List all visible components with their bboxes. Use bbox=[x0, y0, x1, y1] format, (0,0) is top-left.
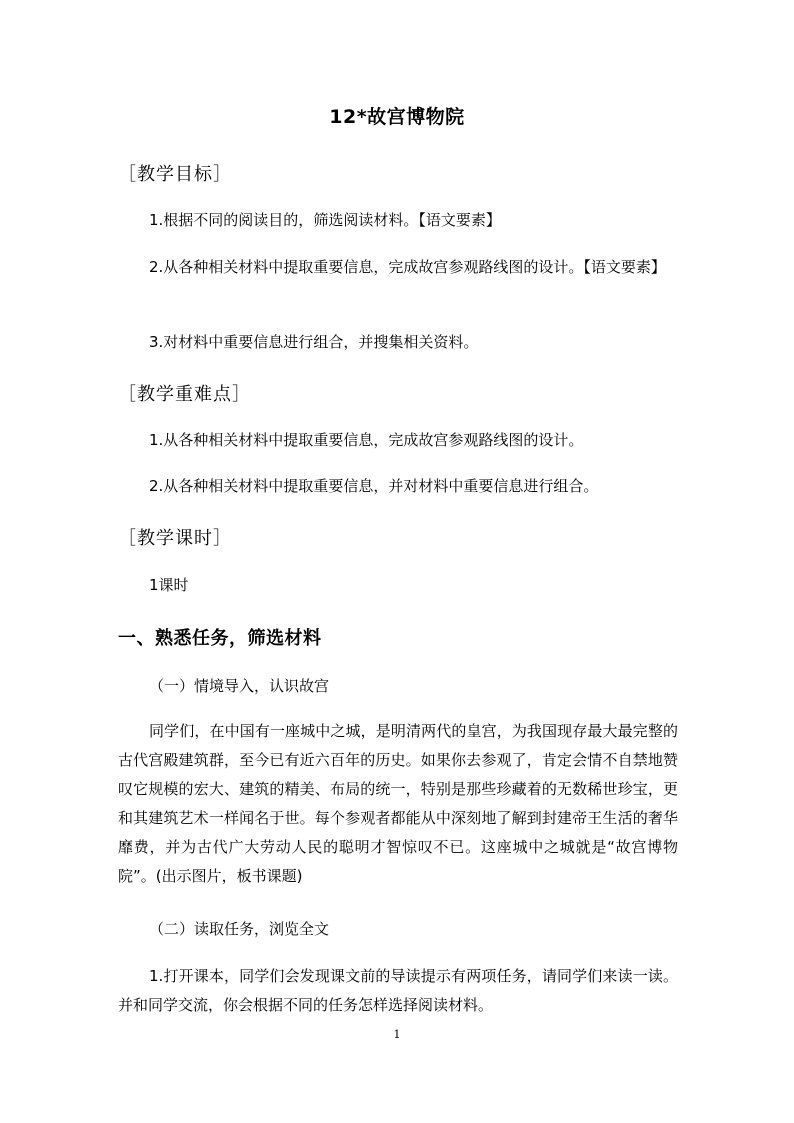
sub-one-paragraph: 同学们，在中国有一座城中之城，是明清两代的皇宫，为我国现存最大最完整的古代宫殿建筑群，至今已有近六百年的历史。如果你去参观了，肯定会情不自禁地赞叹它规模的宏大、建筑的精美、布局的统一，特别是那些珍藏着的无数稀世珍宝，更和其建筑艺术一样闻名于世。每个参观者都能从中深刻地了解到封建帝王生活的奢华靡费，并为古代广大劳动人民的聪明才智惊叹不已。这座城中之城就是“故宫博物院”。(出示图片，板书课题) bbox=[118, 722, 678, 885]
document-title: 12*故宫博物院 bbox=[329, 106, 465, 128]
sub-two-paragraph: 1.打开课本，同学们会发现课文前的导读提示有两项任务，请同学们来读一读。并和同学交流，你会根据不同的任务怎样选择阅读材料。 bbox=[118, 967, 678, 1014]
key-point-item-2: 2.从各种相关材料中提取重要信息，并对材料中重要信息进行组合。 bbox=[149, 477, 599, 495]
sub-one-heading: （一）情境导入，认识故宫 bbox=[149, 677, 330, 695]
hours-value: 1课时 bbox=[149, 576, 189, 594]
objective-item-2: 2.从各种相关材料中提取重要信息，完成故宫参观路线图的设计。【语文要素】 bbox=[149, 258, 666, 276]
objective-item-3: 3.对材料中重要信息进行组合，并搜集相关资料。 bbox=[149, 333, 479, 351]
key-point-item-1: 1.从各种相关材料中提取重要信息，完成故宫参观路线图的设计。 bbox=[149, 431, 584, 449]
page-number: 1 bbox=[393, 1028, 401, 1041]
key-points-heading: ［教学重难点］ bbox=[118, 384, 251, 405]
sub-two-heading: （二）读取任务，浏览全文 bbox=[149, 920, 330, 938]
objective-item-1: 1.根据不同的阅读目的，筛选阅读材料。【语文要素】 bbox=[149, 211, 501, 229]
hours-heading: ［教学课时］ bbox=[118, 528, 232, 549]
objectives-heading: ［教学目标］ bbox=[118, 164, 232, 185]
part-one-heading: 一、熟悉任务，筛选材料 bbox=[118, 628, 322, 649]
